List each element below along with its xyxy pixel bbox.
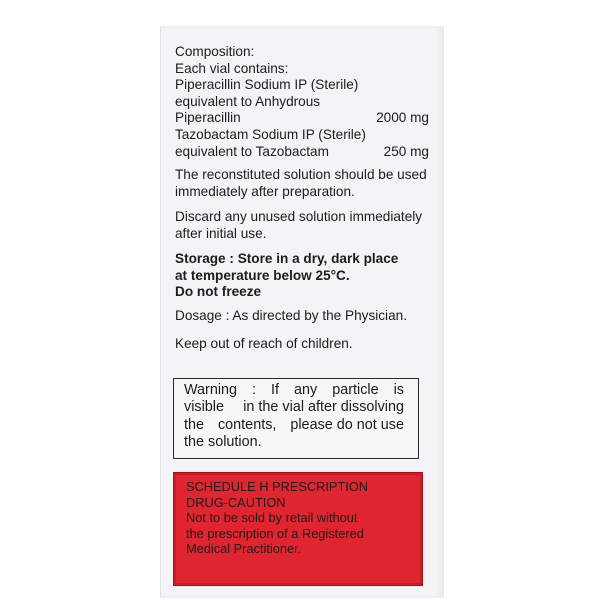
- schedule-title: SCHEDULE H PRESCRIPTION: [186, 479, 369, 494]
- schedule-subtitle: DRUG-CAUTION: [186, 494, 286, 510]
- warning-line: visible in the vial after dissolving: [184, 399, 404, 416]
- ingredient-row-tazobactam: [175, 144, 431, 161]
- reconstitution-line: The reconstituted solution should be used: [175, 167, 427, 182]
- composition-intro: Each vial contains:: [175, 60, 289, 76]
- storage-line: at temperature below 25°C.: [175, 267, 350, 283]
- composition-line: Tazobactam Sodium IP (Sterile): [175, 126, 366, 142]
- ingredient-name: Piperacillin: [175, 110, 241, 126]
- warning-line: the solution.: [184, 434, 262, 451]
- ingredient-amount: 250 mg: [383, 143, 429, 159]
- schedule-line: Not to be sold by retail without: [186, 510, 358, 526]
- schedule-h-caution-box: [173, 472, 423, 586]
- carton-panel: [160, 26, 444, 598]
- discard-note: [175, 209, 431, 242]
- children-note: Keep out of reach of children.: [175, 336, 353, 351]
- discard-line: Discard any unused solution immediately: [175, 209, 423, 224]
- schedule-line: Medical Practitioner.: [186, 541, 302, 557]
- discard-line: after initial use.: [175, 225, 267, 241]
- storage-note: [175, 251, 431, 301]
- schedule-line: the prescription of a Registered: [186, 525, 364, 541]
- warning-line: the contents, please do not use: [184, 416, 404, 433]
- dosage-note: Dosage : As directed by the Physician.: [175, 308, 407, 323]
- storage-line: Storage : Store in a dry, dark place: [175, 251, 399, 266]
- composition-block: [175, 44, 431, 160]
- warning-line: Warning : If any particle is: [184, 382, 404, 398]
- storage-line: Do not freeze: [175, 284, 262, 300]
- reconstitution-line: immediately after preparation.: [175, 183, 355, 199]
- composition-heading: Composition:: [175, 44, 255, 59]
- composition-line: equivalent to Anhydrous: [175, 93, 321, 109]
- reconstitution-note: [175, 167, 431, 200]
- ingredient-row-piperacillin: [175, 110, 431, 127]
- ingredient-amount: 2000 mg: [376, 110, 429, 126]
- ingredient-name: equivalent to Tazobactam: [175, 143, 329, 159]
- warning-box: [173, 378, 419, 459]
- composition-line: Piperacillin Sodium IP (Sterile): [175, 77, 359, 93]
